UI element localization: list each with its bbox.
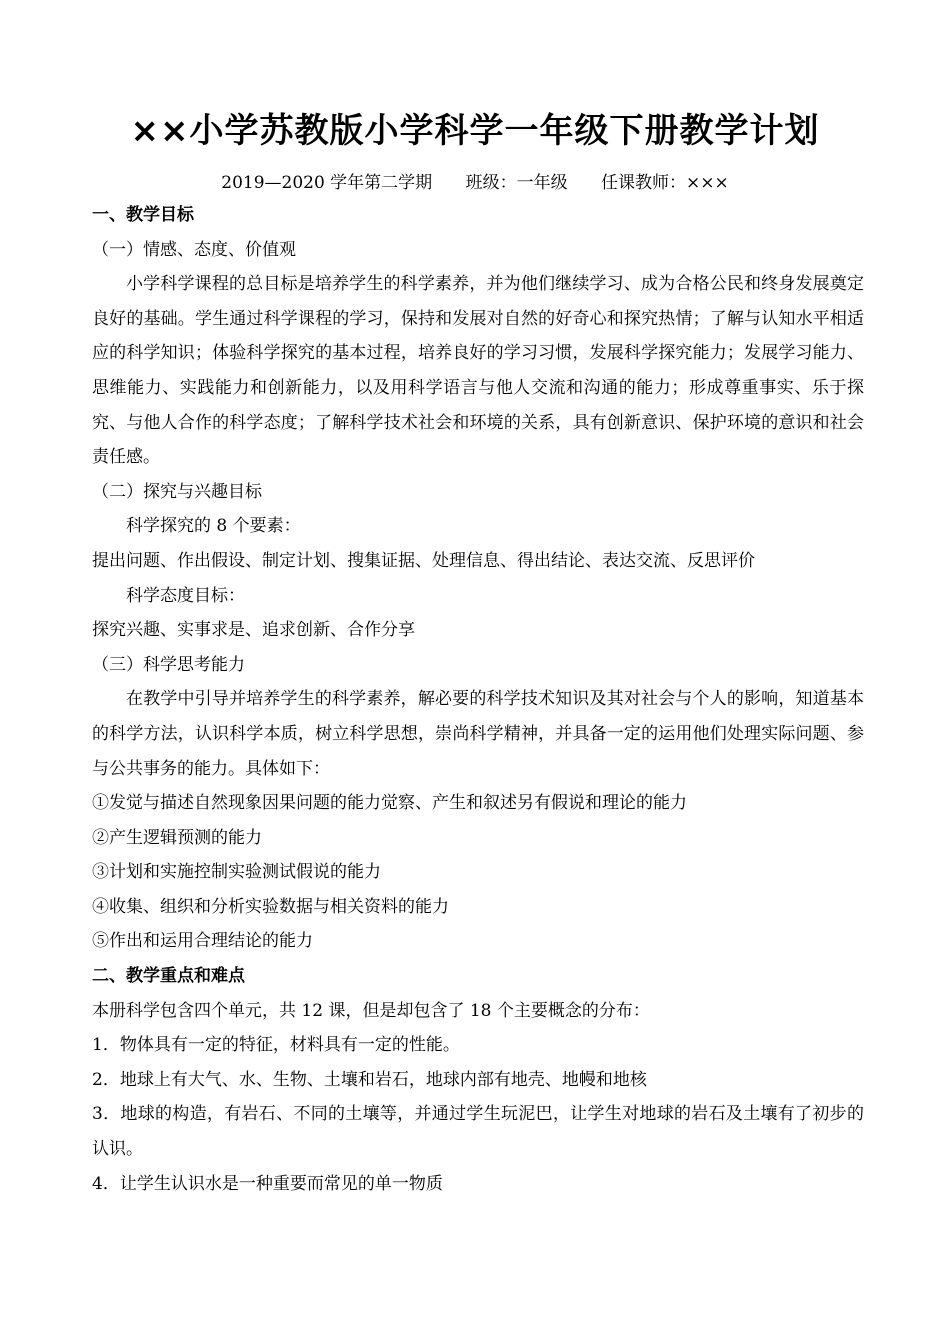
paragraph-label: 科学态度目标： (126, 585, 245, 606)
section-heading: 一、教学目标 (92, 205, 194, 225)
document-meta (0, 168, 950, 193)
list-item: 2．地球上有大气、水、生物、土壤和岩石，地球内部有地壳、地幔和地核 (92, 1069, 647, 1090)
list-item: 4．让学生认识水是一种重要而常见的单一物质 (92, 1173, 443, 1194)
list-item: ④收集、组织和分析实验数据与相关资料的能力 (92, 896, 449, 917)
list-item: ③计划和实施控制实验测试假说的能力 (92, 862, 381, 883)
list-item: 3．地球的构造，有岩石、不同的土壤等，并通过学生玩泥巴，让学生对地球的岩石及土壤有了初步的认识。 (92, 1104, 864, 1160)
paragraph: 提出问题、作出假设、制定计划、搜集证据、处理信息、得出结论、表达交流、反思评价 (92, 550, 755, 571)
page-title: ××小学苏教版小学科学一年级下册教学计划 (130, 111, 820, 151)
list-item: 1．物体具有一定的特征，材料具有一定的性能。 (92, 1035, 460, 1056)
section-heading: 二、教学重点和难点 (92, 966, 245, 987)
subsection-heading: （二）探究与兴趣目标 (92, 481, 262, 502)
list-item: ①发觉与描述自然现象因果问题的能力觉察、产生和叙述另有假说和理论的能力 (92, 793, 687, 814)
list-item: ⑤作出和运用合理结论的能力 (92, 931, 313, 952)
list-item: ②产生逻辑预测的能力 (92, 827, 262, 848)
subsection-heading: （一）情感、态度、价值观 (92, 239, 296, 260)
paragraph: 小学科学课程的总目标是培养学生的科学素养，并为他们继续学习、成为合格公民和终身发展奠定良好的基础。学生通过科学课程的学习，保持和发展对自然的好奇心和探究热情；了解与认知水平相适应的科学知识；体验科学探究的基本过程，培养良好的学习习惯，发展科学探究能力；发展学习能力、思维能力、实践能力和创新能力，以及用科学语言与他人交流和沟通的能力；形成尊重事实、乐于探究、与他人合作的科学态度；了解科学技术社会和环境的关系，具有创新意识、保护环境的意识和社会责任感。 (92, 274, 864, 468)
paragraph: 探究兴趣、实事求是、追求创新、合作分享 (92, 620, 415, 641)
teacher-label: 任课教师：××× (601, 173, 729, 193)
term-label: 2019—2020 学年第二学期 (221, 173, 433, 193)
subsection-heading: （三）科学思考能力 (92, 654, 245, 675)
paragraph: 在教学中引导并培养学生的科学素养，解必要的科学技术知识及其对社会与个人的影响，知道基本的科学方法，认识科学本质，树立科学思想，崇尚科学精神，并具备一定的运用他们处理实际问题、参与公共事务的能力。具体如下： (92, 689, 864, 779)
document-body (92, 198, 864, 1201)
paragraph: 本册科学包含四个单元，共 12 课，但是却包含了 18 个主要概念的分布： (92, 1000, 650, 1021)
class-label: 班级：一年级 (465, 173, 568, 193)
paragraph-label: 科学探究的 8 个要素： (126, 516, 301, 537)
